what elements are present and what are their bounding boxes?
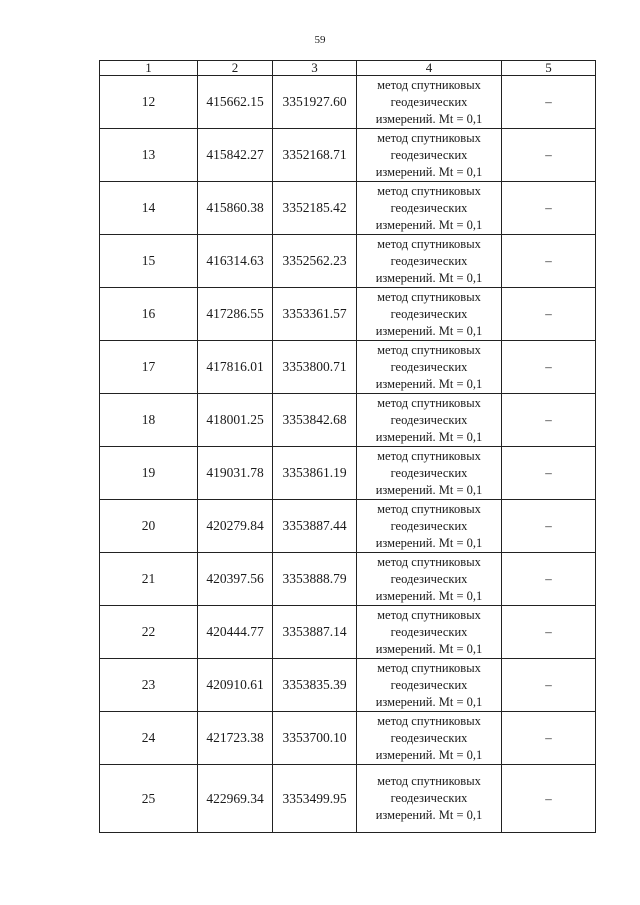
method-description — [357, 182, 502, 235]
method-line-3: измерений. Mt = 0,1 — [375, 111, 483, 126]
method-description — [357, 447, 502, 500]
table-row — [100, 712, 596, 765]
note-dash: – — [502, 447, 596, 500]
note-dash: – — [502, 288, 596, 341]
point-number: 24 — [100, 712, 198, 765]
method-line-1: метод спутниковых — [377, 77, 481, 92]
method-line-3: измерений. Mt = 0,1 — [375, 376, 483, 391]
table-row — [100, 235, 596, 288]
method-line-1: метод спутниковых — [377, 395, 481, 410]
table-row — [100, 129, 596, 182]
coordinate-x: 417286.55 — [198, 288, 273, 341]
point-number: 21 — [100, 553, 198, 606]
coordinate-x: 420279.84 — [198, 500, 273, 553]
coordinate-y: 3353861.19 — [273, 447, 357, 500]
table-row — [100, 76, 596, 129]
coordinate-x: 416314.63 — [198, 235, 273, 288]
coordinate-y: 3352562.23 — [273, 235, 357, 288]
method-line-3: измерений. Mt = 0,1 — [375, 641, 483, 656]
method-line-2: геодезических — [390, 518, 468, 533]
method-line-1: метод спутниковых — [377, 607, 481, 622]
coordinate-x: 417816.01 — [198, 341, 273, 394]
method-line-3: измерений. Mt = 0,1 — [375, 270, 483, 285]
header-col-3: 3 — [273, 61, 357, 76]
method-line-2: геодезических — [390, 94, 468, 109]
coordinate-x: 415842.27 — [198, 129, 273, 182]
table-row — [100, 500, 596, 553]
point-number: 19 — [100, 447, 198, 500]
coordinate-x: 419031.78 — [198, 447, 273, 500]
table-body — [100, 76, 596, 833]
table-row — [100, 447, 596, 500]
coordinate-x: 418001.25 — [198, 394, 273, 447]
coordinate-x: 415860.38 — [198, 182, 273, 235]
table-row — [100, 394, 596, 447]
method-line-2: геодезических — [390, 147, 468, 162]
method-line-1: метод спутниковых — [377, 554, 481, 569]
method-description — [357, 129, 502, 182]
method-description — [357, 76, 502, 129]
note-dash: – — [502, 129, 596, 182]
note-dash: – — [502, 553, 596, 606]
method-line-2: геодезических — [390, 359, 468, 374]
table-row — [100, 659, 596, 712]
coordinate-y: 3353842.68 — [273, 394, 357, 447]
point-number: 12 — [100, 76, 198, 129]
method-description — [357, 394, 502, 447]
method-line-2: геодезических — [390, 412, 468, 427]
table-row — [100, 341, 596, 394]
note-dash: – — [502, 606, 596, 659]
coordinate-y: 3353499.95 — [273, 765, 357, 833]
method-description — [357, 606, 502, 659]
method-description — [357, 288, 502, 341]
point-number: 20 — [100, 500, 198, 553]
table-row — [100, 182, 596, 235]
coordinate-y: 3353887.44 — [273, 500, 357, 553]
method-line-1: метод спутниковых — [377, 183, 481, 198]
header-row — [100, 61, 596, 76]
method-line-1: метод спутниковых — [377, 130, 481, 145]
method-line-3: измерений. Mt = 0,1 — [375, 482, 483, 497]
note-dash: – — [502, 712, 596, 765]
table-row — [100, 288, 596, 341]
method-line-1: метод спутниковых — [377, 660, 481, 675]
note-dash: – — [502, 76, 596, 129]
point-number: 23 — [100, 659, 198, 712]
method-line-2: геодезических — [390, 624, 468, 639]
method-line-1: метод спутниковых — [377, 236, 481, 251]
coordinate-y: 3353888.79 — [273, 553, 357, 606]
coordinate-x: 420397.56 — [198, 553, 273, 606]
coordinate-y: 3353700.10 — [273, 712, 357, 765]
method-line-3: измерений. Mt = 0,1 — [375, 217, 483, 232]
note-dash: – — [502, 765, 596, 833]
method-line-2: геодезических — [390, 200, 468, 215]
coordinate-x: 420444.77 — [198, 606, 273, 659]
header-col-2: 2 — [198, 61, 273, 76]
point-number: 25 — [100, 765, 198, 833]
note-dash: – — [502, 659, 596, 712]
coordinate-y: 3353887.14 — [273, 606, 357, 659]
method-description — [357, 765, 502, 833]
method-line-3: измерений. Mt = 0,1 — [375, 164, 483, 179]
header-col-5: 5 — [502, 61, 596, 76]
method-line-2: геодезических — [390, 677, 468, 692]
coordinate-y: 3353800.71 — [273, 341, 357, 394]
point-number: 13 — [100, 129, 198, 182]
point-number: 17 — [100, 341, 198, 394]
method-line-3: измерений. Mt = 0,1 — [375, 323, 483, 338]
method-line-2: геодезических — [390, 465, 468, 480]
method-line-3: измерений. Mt = 0,1 — [375, 694, 483, 709]
point-number: 14 — [100, 182, 198, 235]
coordinates-table — [99, 60, 596, 833]
method-description — [357, 712, 502, 765]
method-line-3: измерений. Mt = 0,1 — [375, 429, 483, 444]
method-line-2: геодезических — [390, 306, 468, 321]
note-dash: – — [502, 394, 596, 447]
table-row — [100, 553, 596, 606]
point-number: 18 — [100, 394, 198, 447]
table-row — [100, 606, 596, 659]
table-row — [100, 765, 596, 833]
page-number: 59 — [314, 34, 326, 46]
header-col-1: 1 — [100, 61, 198, 76]
method-line-3: измерений. Mt = 0,1 — [375, 808, 483, 822]
method-line-2: геодезических — [390, 571, 468, 586]
table-header — [100, 61, 596, 76]
coordinate-x: 420910.61 — [198, 659, 273, 712]
note-dash: – — [502, 500, 596, 553]
method-line-2: геодезических — [390, 791, 468, 805]
method-description — [357, 659, 502, 712]
method-description — [357, 235, 502, 288]
method-line-1: метод спутниковых — [377, 342, 481, 357]
method-line-3: измерений. Mt = 0,1 — [375, 535, 483, 550]
point-number: 16 — [100, 288, 198, 341]
method-line-1: метод спутниковых — [377, 289, 481, 304]
coordinate-y: 3351927.60 — [273, 76, 357, 129]
method-line-3: измерений. Mt = 0,1 — [375, 588, 483, 603]
method-line-3: измерений. Mt = 0,1 — [375, 747, 483, 762]
coordinate-y: 3353835.39 — [273, 659, 357, 712]
method-line-1: метод спутниковых — [377, 448, 481, 463]
coordinate-y: 3352168.71 — [273, 129, 357, 182]
method-line-2: геодезических — [390, 730, 468, 745]
point-number: 15 — [100, 235, 198, 288]
method-line-2: геодезических — [390, 253, 468, 268]
method-description — [357, 553, 502, 606]
method-line-1: метод спутниковых — [377, 501, 481, 516]
note-dash: – — [502, 235, 596, 288]
point-number: 22 — [100, 606, 198, 659]
header-col-4: 4 — [357, 61, 502, 76]
coordinate-y: 3353361.57 — [273, 288, 357, 341]
method-description — [357, 341, 502, 394]
note-dash: – — [502, 182, 596, 235]
coordinate-x: 421723.38 — [198, 712, 273, 765]
method-description — [357, 500, 502, 553]
coordinate-x: 422969.34 — [198, 765, 273, 833]
coordinate-y: 3352185.42 — [273, 182, 357, 235]
note-dash: – — [502, 341, 596, 394]
coordinate-x: 415662.15 — [198, 76, 273, 129]
method-line-1: метод спутниковых — [377, 713, 481, 728]
method-line-1: метод спутниковых — [377, 774, 481, 788]
